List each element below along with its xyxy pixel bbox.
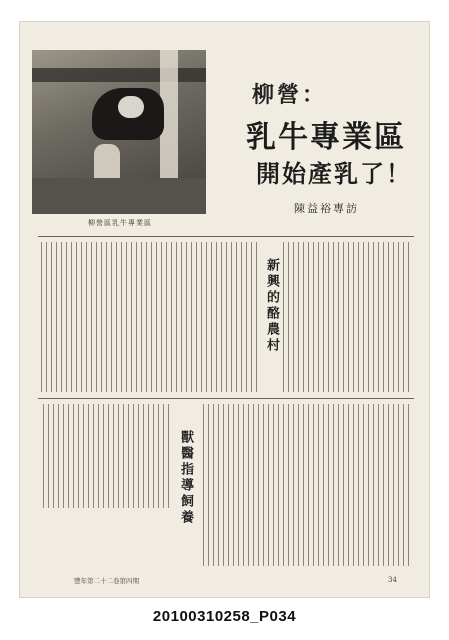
text-line xyxy=(181,242,182,392)
top-divider xyxy=(38,236,414,237)
text-line xyxy=(308,242,309,392)
text-line xyxy=(76,242,77,392)
text-line xyxy=(353,242,354,392)
text-line xyxy=(313,242,314,392)
text-line xyxy=(156,242,157,392)
text-line xyxy=(78,404,79,508)
text-line xyxy=(263,404,264,566)
text-line xyxy=(166,242,167,392)
article-byline: 陳益裕專訪 xyxy=(294,202,359,215)
text-line xyxy=(343,242,344,392)
body-text-column xyxy=(202,402,412,568)
dairy-cow-photo xyxy=(32,50,206,214)
issue-label: 豐年第二十二卷第四期 xyxy=(74,577,139,585)
text-line xyxy=(141,242,142,392)
text-line xyxy=(348,404,349,566)
text-line xyxy=(283,404,284,566)
text-line xyxy=(373,242,374,392)
text-line xyxy=(338,404,339,566)
text-line xyxy=(343,404,344,566)
text-line xyxy=(268,404,269,566)
text-line xyxy=(293,242,294,392)
text-line xyxy=(333,404,334,566)
archive-id-label: 20100310258_P034 xyxy=(152,608,297,625)
text-line xyxy=(143,404,144,508)
text-line xyxy=(298,404,299,566)
text-line xyxy=(378,404,379,566)
text-line xyxy=(206,242,207,392)
text-line xyxy=(303,404,304,566)
text-line xyxy=(163,404,164,508)
text-line xyxy=(378,242,379,392)
article-kicker: 柳營： xyxy=(252,82,328,108)
text-line xyxy=(323,404,324,566)
text-line xyxy=(258,404,259,566)
text-line xyxy=(88,404,89,508)
text-line xyxy=(196,242,197,392)
text-line xyxy=(223,404,224,566)
text-line xyxy=(293,404,294,566)
text-line xyxy=(218,404,219,566)
text-line xyxy=(123,404,124,508)
article-headline: 乳牛專業區 xyxy=(246,120,406,155)
text-line xyxy=(228,404,229,566)
text-line xyxy=(128,404,129,508)
text-line xyxy=(383,242,384,392)
text-line xyxy=(51,242,52,392)
text-line xyxy=(398,404,399,566)
text-line xyxy=(58,404,59,508)
text-line xyxy=(403,242,404,392)
text-line xyxy=(211,242,212,392)
text-line xyxy=(243,404,244,566)
body-text-column xyxy=(38,402,172,568)
text-line xyxy=(66,242,67,392)
text-line xyxy=(131,242,132,392)
text-line xyxy=(338,242,339,392)
body-text-column xyxy=(38,240,260,394)
text-line xyxy=(236,242,237,392)
text-line xyxy=(328,404,329,566)
text-line xyxy=(43,404,44,508)
text-line xyxy=(81,242,82,392)
subhead-dairy-village: 新興的酪農村 xyxy=(264,258,279,354)
text-line xyxy=(103,404,104,508)
text-line xyxy=(273,404,274,566)
text-line xyxy=(108,404,109,508)
text-line xyxy=(68,404,69,508)
text-line xyxy=(288,242,289,392)
text-line xyxy=(83,404,84,508)
text-line xyxy=(203,404,204,566)
text-line xyxy=(56,242,57,392)
text-line xyxy=(113,404,114,508)
text-line xyxy=(138,404,139,508)
text-line xyxy=(231,242,232,392)
text-line xyxy=(328,242,329,392)
text-line xyxy=(303,242,304,392)
text-line xyxy=(161,242,162,392)
mid-divider xyxy=(38,398,414,399)
text-line xyxy=(168,404,169,508)
text-line xyxy=(323,242,324,392)
text-line xyxy=(308,404,309,566)
text-line xyxy=(126,242,127,392)
text-line xyxy=(368,404,369,566)
text-line xyxy=(93,404,94,508)
text-line xyxy=(98,404,99,508)
text-line xyxy=(171,242,172,392)
text-line xyxy=(118,404,119,508)
text-line xyxy=(398,242,399,392)
text-line xyxy=(53,404,54,508)
text-line xyxy=(158,404,159,508)
text-line xyxy=(91,242,92,392)
photo-caption: 柳營區乳牛專業區 xyxy=(88,219,152,227)
text-line xyxy=(101,242,102,392)
text-line xyxy=(358,242,359,392)
text-line xyxy=(256,242,257,392)
text-line xyxy=(403,404,404,566)
text-line xyxy=(353,404,354,566)
text-line xyxy=(283,242,284,392)
text-line xyxy=(388,404,389,566)
text-line xyxy=(233,404,234,566)
text-line xyxy=(221,242,222,392)
text-line xyxy=(136,242,137,392)
text-line xyxy=(313,404,314,566)
text-line xyxy=(408,404,409,566)
text-line xyxy=(106,242,107,392)
text-line xyxy=(238,404,239,566)
text-line xyxy=(393,242,394,392)
text-line xyxy=(63,404,64,508)
text-line xyxy=(241,242,242,392)
text-line xyxy=(368,242,369,392)
text-line xyxy=(248,404,249,566)
text-line xyxy=(216,242,217,392)
text-line xyxy=(348,242,349,392)
text-line xyxy=(278,404,279,566)
text-line xyxy=(213,404,214,566)
text-line xyxy=(393,404,394,566)
text-line xyxy=(201,242,202,392)
text-line xyxy=(73,404,74,508)
text-line xyxy=(151,242,152,392)
text-line xyxy=(153,404,154,508)
text-line xyxy=(41,242,42,392)
text-line xyxy=(186,242,187,392)
body-text-column xyxy=(282,240,412,394)
text-line xyxy=(408,242,409,392)
text-line xyxy=(318,404,319,566)
text-line xyxy=(298,242,299,392)
text-line xyxy=(383,404,384,566)
text-line xyxy=(288,404,289,566)
subhead-vet-guidance: 獸醫指導飼養 xyxy=(178,430,193,526)
text-line xyxy=(121,242,122,392)
text-line xyxy=(48,404,49,508)
text-line xyxy=(226,242,227,392)
article-headline-2: 開始產乳了！ xyxy=(256,159,412,188)
text-line xyxy=(253,404,254,566)
text-line xyxy=(373,404,374,566)
text-line xyxy=(96,242,97,392)
text-line xyxy=(251,242,252,392)
page-number: 34 xyxy=(388,576,397,584)
text-line xyxy=(246,242,247,392)
text-line xyxy=(133,404,134,508)
text-line xyxy=(116,242,117,392)
text-line xyxy=(71,242,72,392)
text-line xyxy=(86,242,87,392)
text-line xyxy=(61,242,62,392)
text-line xyxy=(146,242,147,392)
text-line xyxy=(318,242,319,392)
text-line xyxy=(111,242,112,392)
text-line xyxy=(333,242,334,392)
text-line xyxy=(358,404,359,566)
text-line xyxy=(46,242,47,392)
text-line xyxy=(363,242,364,392)
text-line xyxy=(191,242,192,392)
text-line xyxy=(176,242,177,392)
text-line xyxy=(363,404,364,566)
text-line xyxy=(208,404,209,566)
text-line xyxy=(148,404,149,508)
text-line xyxy=(388,242,389,392)
